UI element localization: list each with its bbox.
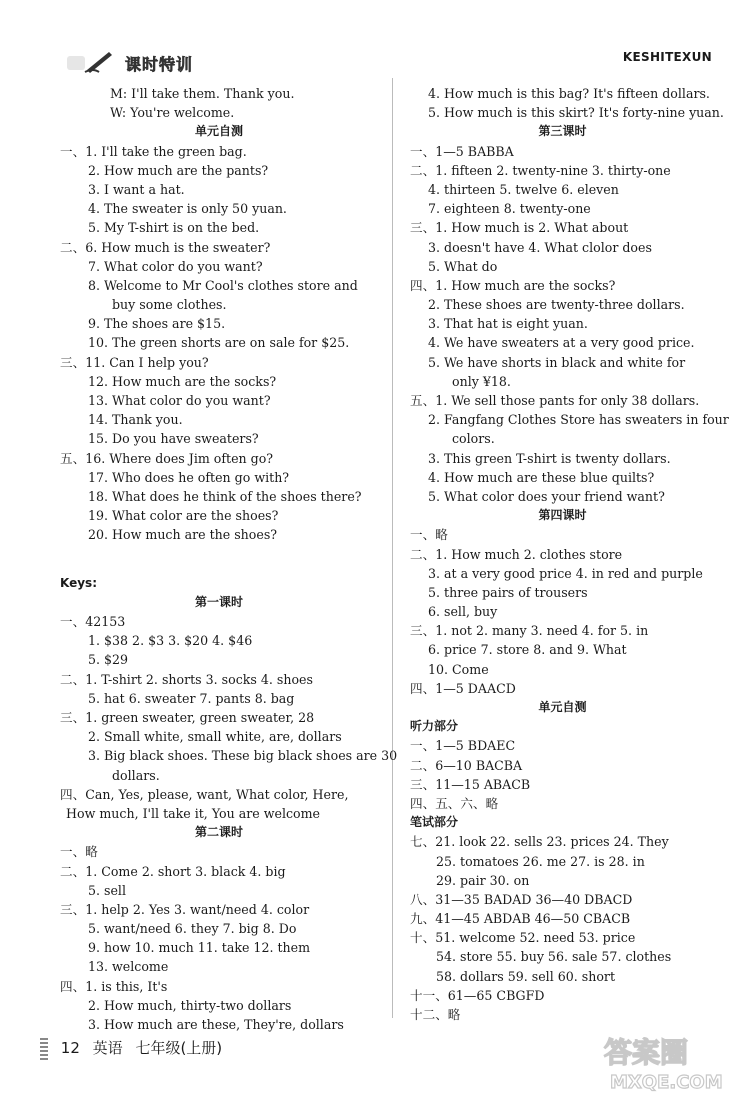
- text-line: 17. Who does he often go with?: [88, 469, 290, 485]
- text-line: 二、6—10 BACBA: [410, 757, 523, 773]
- text-line: 二、6. How much is the sweater?: [60, 239, 271, 255]
- text-line: 七、21. look 22. sells 23. prices 24. They: [410, 834, 669, 850]
- text-line: 四、五、六、略: [410, 795, 499, 811]
- text-line: 三、1. How much is 2. What about: [410, 220, 629, 236]
- text-line: 一、略: [410, 527, 448, 543]
- text-line: 12. How much are the socks?: [88, 373, 277, 389]
- text-line: 6. sell, buy: [428, 604, 498, 620]
- section-heading: 单元自测: [538, 700, 587, 714]
- text-line: 十二、略: [410, 1007, 461, 1022]
- text-line: 5. My T-shirt is on the bed.: [88, 220, 260, 236]
- footer-grade: 七年级(上册): [135, 1039, 223, 1057]
- text-line: 5. We have shorts in black and white for: [428, 354, 686, 370]
- text-line: 一、1—5 BDAEC: [410, 738, 516, 754]
- page-number: 12: [60, 1039, 80, 1057]
- text-line: 2. How much, thirty-two dollars: [88, 997, 292, 1013]
- text-line: 3. at a very good price 4. in red and purple: [428, 565, 703, 581]
- section-heading: 单元自测: [194, 124, 243, 139]
- text-line: 13. welcome: [88, 959, 169, 975]
- text-line: 四、1. is this, It's: [60, 978, 168, 994]
- keys-heading: Keys:: [60, 575, 97, 590]
- text-line: M: I'll take them. Thank you.: [110, 86, 295, 101]
- text-line: 29. pair 30. on: [436, 872, 530, 888]
- text-line: 9. The shoes are $15.: [88, 316, 226, 332]
- text-line: 19. What color are the shoes?: [88, 508, 279, 524]
- text-line: W: You're welcome.: [110, 105, 235, 121]
- text-line: colors.: [452, 431, 495, 447]
- logo-title: 课时特训: [125, 55, 194, 74]
- text-line: 十、51. welcome 52. need 53. price: [410, 930, 636, 946]
- section-heading: 第四课时: [538, 508, 587, 523]
- footer-marks: [40, 1038, 48, 1060]
- text-line: 15. Do you have sweaters?: [88, 431, 259, 447]
- text-line: 3. Big black shoes. These big black shoes are 30: [88, 748, 398, 764]
- text-line: 听力部分: [410, 719, 459, 734]
- text-line: 4. How much is this bag? It's fifteen dollars.: [428, 86, 710, 101]
- text-line: 5. What do: [428, 258, 498, 274]
- section-heading: 第一课时: [194, 594, 243, 609]
- text-line: 3. I want a hat.: [88, 181, 185, 197]
- text-line: 一、42153: [60, 614, 126, 630]
- text-line: [60, 545, 378, 564]
- text-line: 二、1. Come 2. short 3. black 4. big: [60, 863, 286, 879]
- text-line: 25. tomatoes 26. me 27. is 28. in: [436, 853, 645, 869]
- right-column: [410, 84, 729, 1024]
- text-line: 7. eighteen 8. twenty-one: [428, 201, 591, 217]
- text-line: 4. How much are these blue quilts?: [428, 469, 655, 485]
- text-line: 13. What color do you want?: [88, 393, 271, 408]
- text-line: 八、31—35 BADAD 36—40 DBACD: [410, 891, 633, 907]
- section-heading: 第二课时: [194, 825, 243, 840]
- text-line: 5. $29: [88, 652, 129, 668]
- text-line: 2. Small white, small white, are, dollars: [88, 729, 342, 745]
- text-line: 2. These shoes are twenty-three dollars.: [428, 297, 685, 313]
- text-line: 5. three pairs of trousers: [428, 584, 588, 600]
- text-line: 7. What color do you want?: [88, 258, 263, 274]
- text-line: only ¥18.: [452, 373, 511, 389]
- text-line: 3. This green T-shirt is twenty dollars.: [428, 450, 671, 466]
- watermark-chars: 答案圈: [604, 1036, 689, 1069]
- watermark-site: MXQE.COM: [610, 1072, 723, 1092]
- text-line: 五、16. Where does Jim often go?: [60, 450, 274, 466]
- section-heading: 第三课时: [538, 124, 587, 139]
- text-line: 5. sell: [88, 882, 126, 898]
- text-line: 8. Welcome to Mr Cool's clothes store and: [88, 277, 358, 293]
- pen-hand-icon: [65, 48, 117, 76]
- text-line: 10. Come: [428, 661, 489, 677]
- text-line: 三、1. green sweater, green sweater, 28: [60, 710, 315, 725]
- text-line: buy some clothes.: [112, 297, 227, 313]
- text-line: 四、Can, Yes, please, want, What color, Here,: [60, 786, 349, 802]
- text-line: 一、1. I'll take the green bag.: [60, 143, 247, 159]
- text-line: 九、41—45 ABDAB 46—50 CBACB: [410, 911, 631, 927]
- text-line: 2. How much are the pants?: [88, 162, 269, 178]
- text-line: 2. Fangfang Clothes Store has sweaters in four: [428, 412, 729, 428]
- text-line: 54. store 55. buy 56. sale 57. clothes: [436, 949, 672, 965]
- text-line: 6. price 7. store 8. and 9. What: [428, 642, 627, 658]
- text-line: 十一、61—65 CBGFD: [410, 987, 545, 1003]
- text-line: 9. how 10. much 11. take 12. them: [88, 940, 311, 956]
- text-line: 3. That hat is eight yuan.: [428, 316, 588, 332]
- text-line: 10. The green shorts are on sale for $25.: [88, 335, 350, 351]
- text-line: dollars.: [112, 767, 160, 783]
- text-line: How much, I'll take it, You are welcome: [66, 805, 321, 821]
- text-line: 一、略: [60, 844, 98, 860]
- text-line: 3. doesn't have 4. What clolor does: [428, 239, 652, 255]
- text-line: 5. hat 6. sweater 7. pants 8. bag: [88, 690, 295, 706]
- footer-subject: 英语: [92, 1039, 123, 1057]
- text-line: 5. What color does your friend want?: [428, 488, 665, 504]
- text-line: 二、1. fifteen 2. twenty-nine 3. thirty-one: [410, 162, 671, 178]
- text-line: 笔试部分: [410, 815, 459, 830]
- text-line: 二、1. T-shirt 2. shorts 3. socks 4. shoes: [60, 671, 313, 687]
- text-line: 三、11—15 ABACB: [410, 776, 531, 792]
- watermark-logo: [600, 1030, 745, 1092]
- brand-label: KESHITEXUN: [622, 50, 712, 64]
- text-line: 1. $38 2. $3 3. $20 4. $46: [88, 633, 253, 649]
- text-line: 三、1. not 2. many 3. need 4. for 5. in: [410, 623, 649, 639]
- header-logo: [65, 48, 225, 76]
- text-line: 20. How much are the shoes?: [88, 527, 278, 543]
- text-line: 二、1. How much 2. clothes store: [410, 546, 623, 562]
- left-column: [60, 84, 398, 1034]
- text-line: 三、11. Can I help you?: [60, 354, 209, 370]
- text-line: 三、1. help 2. Yes 3. want/need 4. color: [60, 901, 310, 917]
- column-divider: [392, 78, 393, 1018]
- text-line: 四、1. How much are the socks?: [410, 277, 616, 293]
- text-line: 一、1—5 BABBA: [410, 143, 514, 159]
- text-line: 4. The sweater is only 50 yuan.: [88, 201, 287, 217]
- text-line: 3. How much are these, They're, dollars: [88, 1017, 344, 1032]
- text-line: 五、1. We sell those pants for only 38 dollars.: [410, 393, 700, 408]
- text-line: 4. We have sweaters at a very good price.: [428, 335, 695, 351]
- text-line: 5. How much is this skirt? It's forty-nine yuan.: [428, 105, 724, 121]
- text-line: 5. want/need 6. they 7. big 8. Do: [88, 921, 297, 937]
- text-line: 四、1—5 DAACD: [410, 680, 516, 696]
- text-line: 58. dollars 59. sell 60. short: [436, 968, 615, 984]
- text-line: 4. thirteen 5. twelve 6. eleven: [428, 181, 619, 197]
- page-footer: [40, 1037, 222, 1060]
- text-line: 18. What does he think of the shoes there?: [88, 488, 362, 504]
- text-line: 14. Thank you.: [88, 412, 183, 428]
